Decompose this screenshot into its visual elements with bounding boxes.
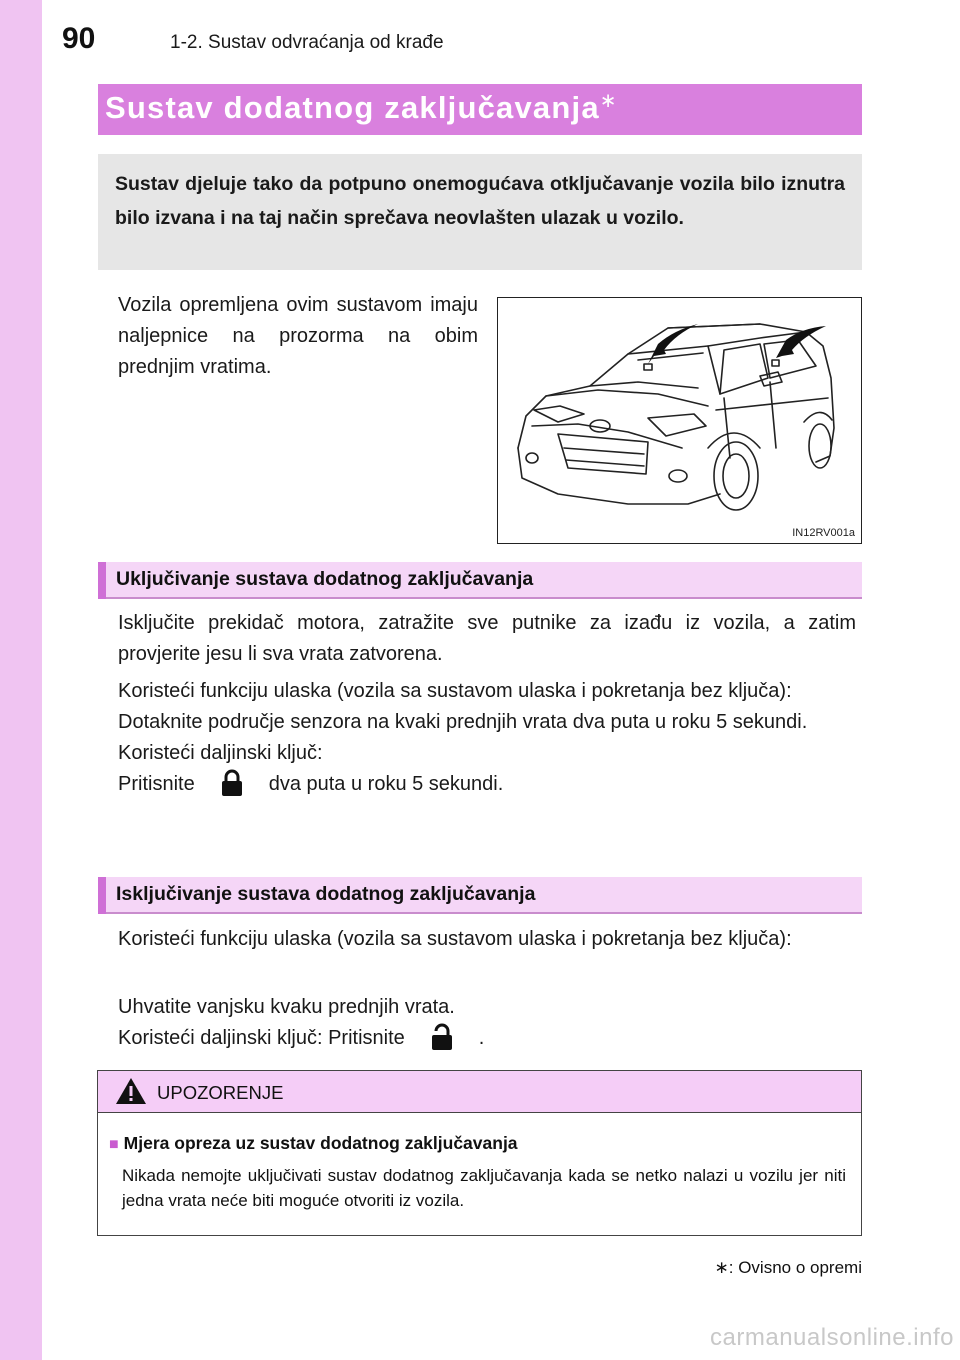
breadcrumb: 1-2. Sustav odvraćanja od krađe: [170, 32, 444, 53]
warning-subheading-text: Mjera opreza uz sustav dodatnog zaključavanja: [123, 1133, 518, 1153]
enable-line-4: [118, 769, 856, 800]
warning-triangle-icon: [115, 1077, 147, 1105]
vehicle-note: Vozila opremljena ovim sustavom imaju naljepnice na prozorma na obim prednjim vratima.: [118, 294, 478, 378]
car-illustration: [497, 297, 862, 544]
disable-paragraph-2: [118, 992, 856, 1054]
page-side-bar: [0, 0, 42, 1360]
page-title: Sustav dodatnog zaključavanja: [105, 90, 600, 125]
disable-line-2-start: Koristeći daljinski ključ: Pritisnite: [118, 1027, 405, 1049]
page-title-bar: [98, 84, 862, 135]
enable-line-4-start: Pritisnite: [118, 773, 195, 795]
enable-paragraph-1: Isključite prekidač motora, zatražite sve putnike za izađu iz vozila, a zatim provjerite jesu li sva vrata zatvorena.: [118, 612, 856, 665]
title-asterisk: ∗: [599, 90, 617, 112]
warning-box: [97, 1070, 862, 1236]
warning-text: Nikada nemojte uključivati sustav dodatnog zaključavanja kada se netko nalazi u vozilu jer niti jedna vrata neće biti moguće otvoriti iz vozila.: [122, 1166, 846, 1210]
enable-paragraph-2: [118, 676, 856, 800]
intro-text: Sustav djeluje tako da potpuno onemogućava otključavanje vozila bilo iznutra bilo izvana i na taj način sprečava neovlašten ulazak u vozilo.: [115, 173, 845, 229]
footnote: [715, 1258, 862, 1278]
car-drawing: [498, 298, 861, 543]
figure-code: IN12RV001a: [792, 527, 855, 539]
lock-open-icon: [431, 1023, 453, 1051]
enable-line-3: Koristeći daljinski ključ:: [118, 742, 323, 764]
footnote-asterisk: ∗: [714, 1258, 729, 1277]
watermark: carmanualsonline.info: [710, 1324, 954, 1351]
intro-box: [98, 154, 862, 270]
footnote-text: : Ovisno o opremi: [728, 1258, 862, 1277]
section-heading-disable: [98, 877, 862, 914]
enable-line-2: Dotaknite područje senzora na kvaki prednjih vrata dva puta u roku 5 sekundi.: [118, 711, 808, 733]
enable-line-4-end: dva puta u roku 5 sekundi.: [268, 773, 504, 795]
warning-label: UPOZORENJE: [157, 1082, 284, 1103]
lock-closed-icon: [221, 769, 243, 797]
warning-header: [98, 1071, 861, 1113]
enable-line-1: Koristeći funkciju ulaska (vozila sa sustavom ulaska i pokretanja bez ključa):: [118, 680, 792, 702]
disable-line-1: Uhvatite vanjsku kvaku prednjih vrata.: [118, 996, 455, 1018]
page-number: 90: [62, 22, 96, 55]
disable-paragraph-1: Koristeći funkciju ulaska (vozila sa sustavom ulaska i pokretanja bez ključa):: [118, 928, 792, 950]
warning-subheading: [109, 1133, 518, 1154]
bullet-square-icon: ■: [109, 1136, 119, 1153]
disable-line-2: [118, 1023, 856, 1054]
section-heading-enable-text: Uključivanje sustava dodatnog zaključavanja: [116, 568, 534, 590]
section-heading-disable-text: Isključivanje sustava dodatnog zaključavanja: [116, 883, 536, 905]
disable-line-2-end: .: [478, 1027, 485, 1049]
section-heading-enable: [98, 562, 862, 599]
